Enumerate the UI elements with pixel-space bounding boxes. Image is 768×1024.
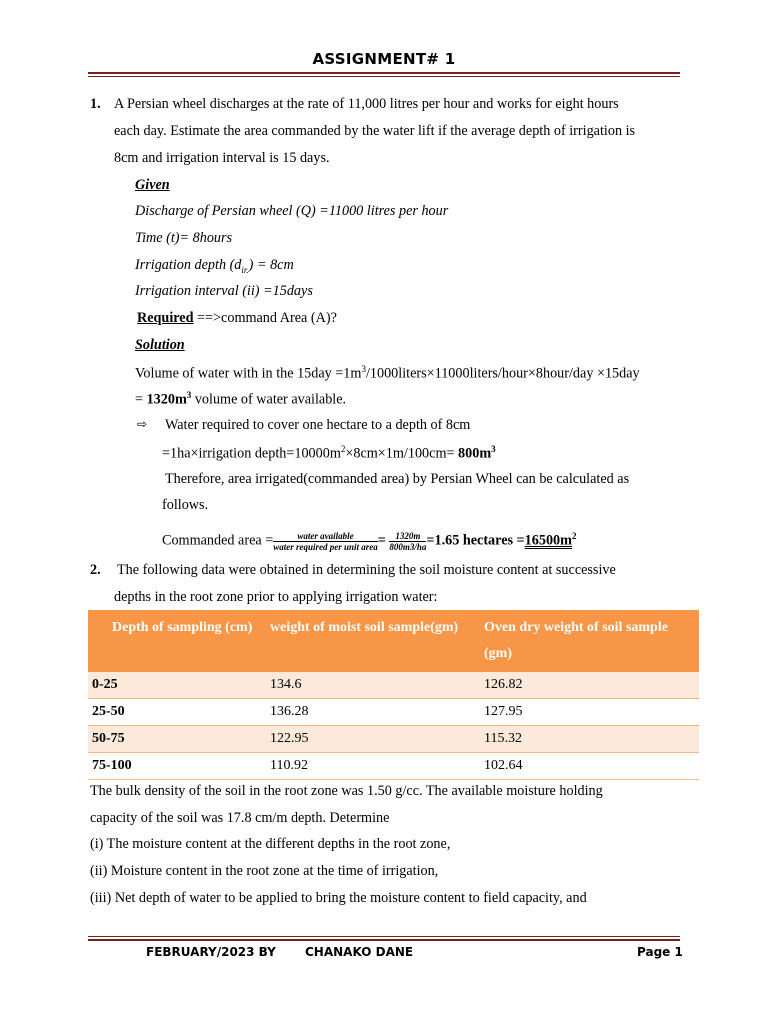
q2-item: (iii) Net depth of water to be applied to bring the moisture content to field capacity, and: [90, 890, 587, 906]
table-cell: 0-25: [88, 672, 266, 699]
given-interval: Irrigation interval (ii) =15days: [135, 283, 313, 299]
table-cell: 110.92: [266, 753, 480, 780]
footer-rule-thin: [88, 936, 680, 937]
required-line: Required ==>command Area (A)?: [137, 310, 337, 326]
given-discharge: Discharge of Persian wheel (Q) =11000 litres per hour: [135, 203, 449, 219]
q1-line: each day. Estimate the area commanded by the water lift if the average depth of irrigation is: [114, 123, 636, 139]
volume-result: = $1320m^3$ volume of water available.: [135, 390, 347, 408]
header-rule: [88, 72, 680, 74]
volume-line: Volume of water with in the $15day =1m^3/1000liters\times 11000liters/hour\times 8hour$/day ×15day: [135, 364, 640, 382]
footer-page-number: Page 1: [637, 945, 683, 959]
solution-label: Solution: [135, 337, 185, 353]
footer-date: FEBRUARY/2023 BY: [146, 945, 276, 959]
table-row: [88, 672, 699, 699]
fraction-2: $\frac{1320m}{800m3/ha}$: [389, 530, 427, 552]
table-header-cell: Oven dry weight of soil sample (gm): [480, 610, 699, 672]
table-header-row: [88, 610, 699, 672]
table-cell: 50-75: [88, 726, 266, 753]
soil-data-table: [88, 610, 699, 780]
footer-author: CHANAKO DANE: [305, 945, 414, 959]
table-cell: 75-100: [88, 753, 266, 780]
q1-line: A Persian wheel discharges at the rate of 11,000 litres per hour and works for eight hours: [114, 96, 619, 112]
q2-item: (i) The moisture content at the different depths in the root zone,: [90, 836, 451, 852]
table-cell: 102.64: [480, 753, 699, 780]
fraction-1: $\frac{\text{water available}}{\text{water required per unit area}}$: [273, 530, 378, 552]
table-cell: 127.95: [480, 699, 699, 726]
therefore-line: follows.: [162, 497, 209, 513]
q1-line: 8cm and irrigation interval is 15 days.: [114, 150, 330, 166]
table-row: [88, 753, 699, 780]
q2-line: The following data were obtained in determining the soil moisture content at successive: [117, 562, 616, 578]
table-cell: 136.28: [266, 699, 480, 726]
table-cell: 122.95: [266, 726, 480, 753]
table-row: [88, 726, 699, 753]
calc-line: =1ha×irrigation $depth=10000m^2\times 8cm\times 1m/100cm= 800m^3$: [162, 444, 496, 462]
table-cell: 25-50: [88, 699, 266, 726]
table-cell: 126.82: [480, 672, 699, 699]
commanded-area-line: Commanded area = $\frac{\text{water available}}{\text{water required per unit area}}$ = $\frac{1320m}{800m3/ha}$ =1.65 hectares $=16500m^2$: [162, 530, 577, 552]
given-label: Given: [135, 177, 170, 193]
table-header-cell: Depth of sampling (cm): [88, 610, 266, 672]
given-depth: Irrigation depth $(d_{ir.}) = 8cm$: [135, 257, 294, 275]
water-required-line: Water required to cover one hectare to a depth of 8cm: [165, 417, 471, 433]
table-header-cell: weight of moist soil sample(gm): [266, 610, 480, 672]
q2-line: depths in the root zone prior to applying irrigation water:: [114, 589, 438, 605]
table-cell: 115.32: [480, 726, 699, 753]
therefore-line: Therefore, area irrigated(commanded area) by Persian Wheel can be calculated as: [165, 471, 630, 487]
q2-paragraph: capacity of the soil was 17.8 cm/m depth. Determine: [90, 810, 390, 826]
given-time: Time (t)= 8hours: [135, 230, 233, 246]
q2-item: (ii) Moisture content in the root zone at the time of irrigation,: [90, 863, 439, 879]
table-row: [88, 699, 699, 726]
page-title: ASSIGNMENT# 1: [312, 50, 456, 68]
q1-number: 1.: [90, 96, 101, 112]
header-rule-thin: [88, 76, 680, 77]
table-cell: 134.6: [266, 672, 480, 699]
q2-paragraph: The bulk density of the soil in the root zone was 1.50 g/cc. The available moisture holding: [90, 783, 603, 799]
footer-rule: [88, 939, 680, 941]
q2-number: 2.: [90, 562, 101, 578]
arrow-bullet-icon: ⇨: [137, 417, 148, 431]
